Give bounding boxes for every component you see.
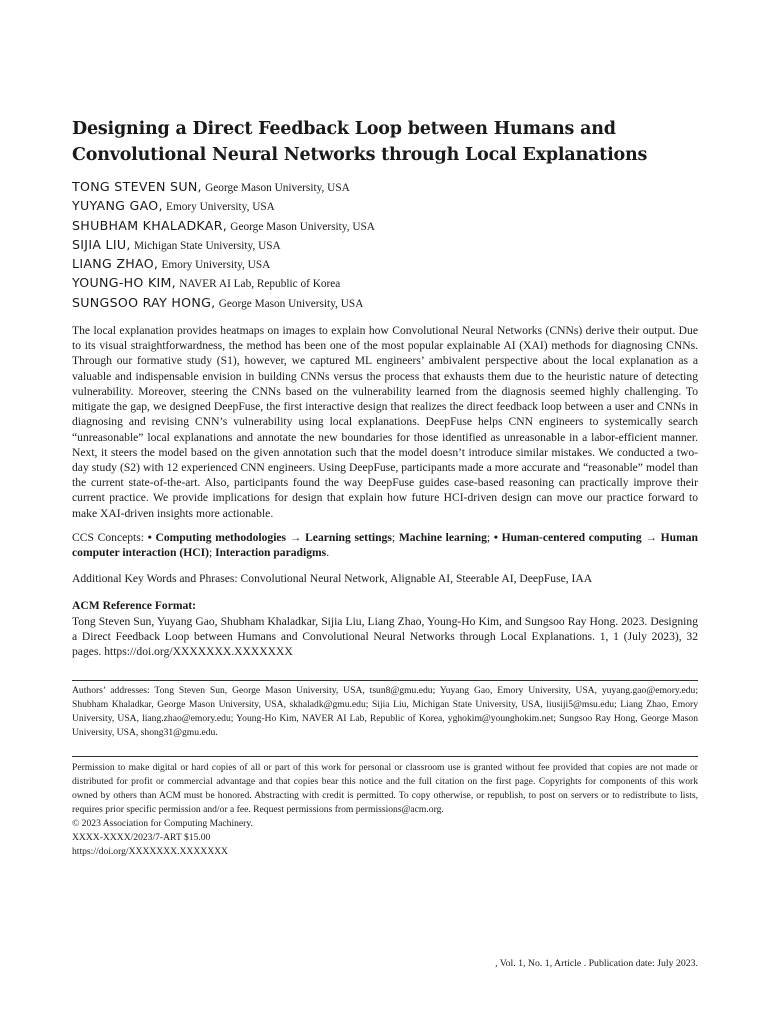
author-name: SHUBHAM KHALADKAR, [72, 217, 228, 233]
author-affiliation: Emory University, USA [161, 259, 271, 272]
author-affiliation: Emory University, USA [166, 201, 275, 214]
author-name: SIJIA LIU, [72, 236, 131, 252]
ccs-concept: • Human-centered computing → Human computer interaction (HCI) [72, 530, 698, 559]
author-affiliation: George Mason University, USA [230, 220, 375, 233]
author [72, 217, 698, 236]
author [72, 294, 698, 313]
author-name: TONG STEVEN SUN, [72, 179, 202, 194]
permission-notice: Permission to make digital or hard copies of all or part of this work for personal or classroom use is granted without fee provided that copies are not made or distributed for profit or commercial advantage and that copies bear this notice and the full citation on the first page. Copyrights for components of this work owned by others than ACM must be honored. Abstracting with credit is permitted. To copy otherwise, or republish, to post on servers or to redistribute to lists, requires prior specific permission and/or a fee. Request permissions from permissions@acm.org. [72, 762, 698, 816]
author-addresses: Authors’ addresses: Tong Steven Sun, George Mason University, USA, tsun8@gmu.edu; Yuyang Gao, Emory University, USA, yuyang.gao@emory.edu; Shubham Khaladkar, George Mason University, USA, skhaladk@gmu.edu; Sijia Liu, Michigan State University, USA, liusiji5@msu.edu; Liang Zhao, Emory University, USA, liang.zhao@emory.edu; Young-Ho Kim, NAVER AI Lab, Republic of Korea, yghokim@younghokim.net; Sungsoo Ray Hong, George Mason University, USA, shong31@gmu.edu. [72, 685, 698, 739]
ccs-separator: ; [391, 530, 399, 544]
ccs-separator: ; [486, 530, 494, 544]
author-affiliation: NAVER AI Lab, Republic of Korea [179, 278, 341, 291]
ccs-label: CCS Concepts: [72, 530, 148, 544]
author-name: SUNGSOO RAY HONG, [72, 294, 216, 310]
author-name: LIANG ZHAO, [72, 256, 159, 272]
reference-format-text: Tong Steven Sun, Yuyang Gao, Shubham Khaladkar, Sijia Liu, Liang Zhao, Young-Ho Kim, and Sungsoo Ray Hong. 2023. Designing a Direct Feedback Loop between Humans and Convolutional Neural Networks through Local Explanations. 1, 1 (July 2023), 32 pages. https://doi.org/XXXXXXX.XXXXXXX [72, 614, 698, 658]
ccs-concept: • Computing methodologies → Learning settings [147, 530, 392, 544]
author [72, 274, 698, 293]
author-list [72, 178, 698, 313]
author-affiliation: Michigan State University, USA [133, 239, 281, 252]
divider [72, 680, 698, 681]
divider [72, 756, 698, 757]
page-footer: , Vol. 1, No. 1, Article . Publication date: July 2023. [495, 958, 698, 969]
paper-page [72, 116, 698, 859]
copyright-line: © 2023 Association for Computing Machinery. [72, 818, 253, 830]
ccs-end: . [326, 545, 330, 559]
paper-title [72, 116, 698, 168]
reference-format-heading: ACM Reference Format: [72, 599, 197, 613]
ccs-concept: Interaction paradigms [215, 545, 327, 559]
ccs-concept: Machine learning [398, 530, 487, 544]
ccs-concepts [72, 530, 698, 560]
author-affiliation: George Mason University, USA [205, 182, 350, 194]
author [72, 197, 698, 216]
abstract: The local explanation provides heatmaps on images to explain how Convolutional Neural Networks (CNNs) derive their output. Due to its visual straightforwardness, the method has been one of the most popular explainable AI (XAI) methods for diagnosing CNNs. Through our formative study (S1), however, we captured ML engineers’ ambivalent perspective about the local explanation as a valuable and indispensable envision in building CNNs versus the process that exhausts them due to the heuristic nature of detecting vulnerability. Moreover, steering the CNNs based on the vulnerability learned from the diagnosis seemed highly challenging. To mitigate the gap, we designed DeepFuse, the first interactive design that realizes the direct feedback loop between a user and CNNs in diagnosing and revising CNN’s vulnerability using local explanations. DeepFuse helps CNN engineers to systemically search “unreasonable” local explanations and annotate the new boundaries for those identified as unreasonable in a labor-efficient manner. Next, it steers the model based on the given annotation such that the model doesn’t introduce similar mistakes. We conducted a two-day study (S2) with 12 experienced CNN engineers. Using DeepFuse, participants made a more accurate and “reasonable” model than the current state-of-the-art. Also, participants found the way DeepFuse guides case-based reasoning can practically improve their current practice. We provide implications for design that explain how future HCI-driven design can move our practice forward to make XAI-driven insights more actionable. [72, 324, 698, 520]
author-name: YOUNG-HO KIM, [72, 275, 176, 291]
author [72, 178, 698, 197]
author-affiliation: George Mason University, USA [218, 297, 364, 310]
ccs-separator: ; [208, 545, 216, 559]
issn-line: XXXX-XXXX/2023/7-ART $15.00 [72, 832, 211, 844]
keywords: Additional Key Words and Phrases: Convolutional Neural Network, Alignable AI, Steerable AI, DeepFuse, IAA [72, 572, 593, 586]
title-line-2: Convolutional Neural Networks through Local Explanations [72, 145, 648, 165]
title-line-1: Designing a Direct Feedback Loop between Humans and [72, 119, 616, 139]
author [72, 236, 698, 255]
author [72, 255, 698, 274]
doi-link[interactable]: https://doi.org/XXXXXXX.XXXXXXX [72, 846, 228, 858]
author-name: YUYANG GAO, [72, 198, 163, 214]
